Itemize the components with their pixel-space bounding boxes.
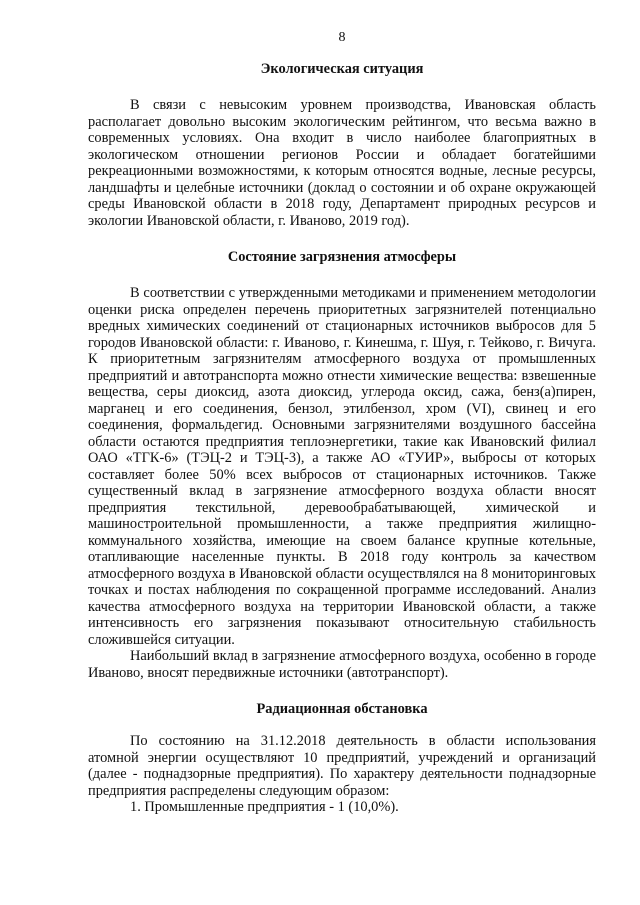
paragraph-air-transport: Наибольший вклад в загрязнение атмосферного воздуха, особенно в городе Иваново, вносят передвижные источники (автотранспорт). (88, 648, 596, 681)
page-number: 8 (338, 30, 346, 45)
paragraph-ecology: В связи с невысоким уровнем производства, Ивановская область располагает довольно высоким экологическим рейтингом, что весьма важно в современных условиях. Она входит в число наиболее благоприятных в экологическом отношении регионов России и обладает богатейшими рекреационными возможностями, к которым относятся водные, лесные ресурсы, ландшафты и целебные источники (доклад о состоянии и об охране окружающей среды Ивановской области в 2018 году, Департамент природных ресурсов и экологии Ивановской области, г. Иваново, 2019 год). (88, 97, 596, 229)
section-title-radiation: Радиационная обстановка (256, 701, 428, 717)
document-page (88, 30, 596, 816)
list-item-industrial: 1. Промышленные предприятия - 1 (10,0%). (130, 799, 399, 815)
paragraph-radiation: По состоянию на 31.12.2018 деятельность в области использования атомной энергии осуществляют 10 предприятий, учреждений и организаций (далее - поднадзорные предприятия). По характеру деятельности поднадзорные предприятия распределены следующим образом: (88, 733, 596, 799)
section-title-ecology: Экологическая ситуация (260, 61, 424, 77)
section-title-air-pollution: Состояние загрязнения атмосферы (227, 249, 457, 265)
paragraph-air-pollution: В соответствии с утвержденными методиками и применением методологии оценки риска определен перечень приоритетных загрязнителей потенциально вредных химических соединений от стационарных источников выбросов для 5 городов Ивановской области: г. Иваново, г. Кинешма, г. Шуя, г. Тейково, г. Вичуга. К приоритетным загрязнителям атмосферного воздуха от промышленных предприятий и автотранспорта можно отнести химические вещества: взвешенные вещества, серы диоксид, азота диоксид, углерода оксид, сажа, бенз(а)пирен, марганец и его соединения, бензол, этилбензол, хром (VI), свинец и его соединения, формальдегид. Основными загрязнителями воздушного бассейна области остаются предприятия теплоэнергетики, такие как Ивановский филиал ОАО «ТГК-6» (ТЭЦ-2 и ТЭЦ-3), а также АО «ТУИР», выбросы от которых составляет более 50% всех выбросов от стационарных источников. Также существенный вклад в загрязнение атмосферного воздуха области вносят предприятия текстильной, деревообрабатывающей, химической и машиностроительной промышленности, а также предприятия жилищно-коммунального хозяйства, имеющие на своем балансе крупные котельные, отапливающие населенные пункты. В 2018 году контроль за качеством атмосферного воздуха в Ивановской области осуществлялся на 8 мониторинговых точках и постах наблюдения по сокращенной программе исследований. Анализ качества атмосферного воздуха на территории Ивановской области, а также интенсивность его загрязнения показывают относительную стабильность сложившейся ситуации. (88, 285, 596, 648)
